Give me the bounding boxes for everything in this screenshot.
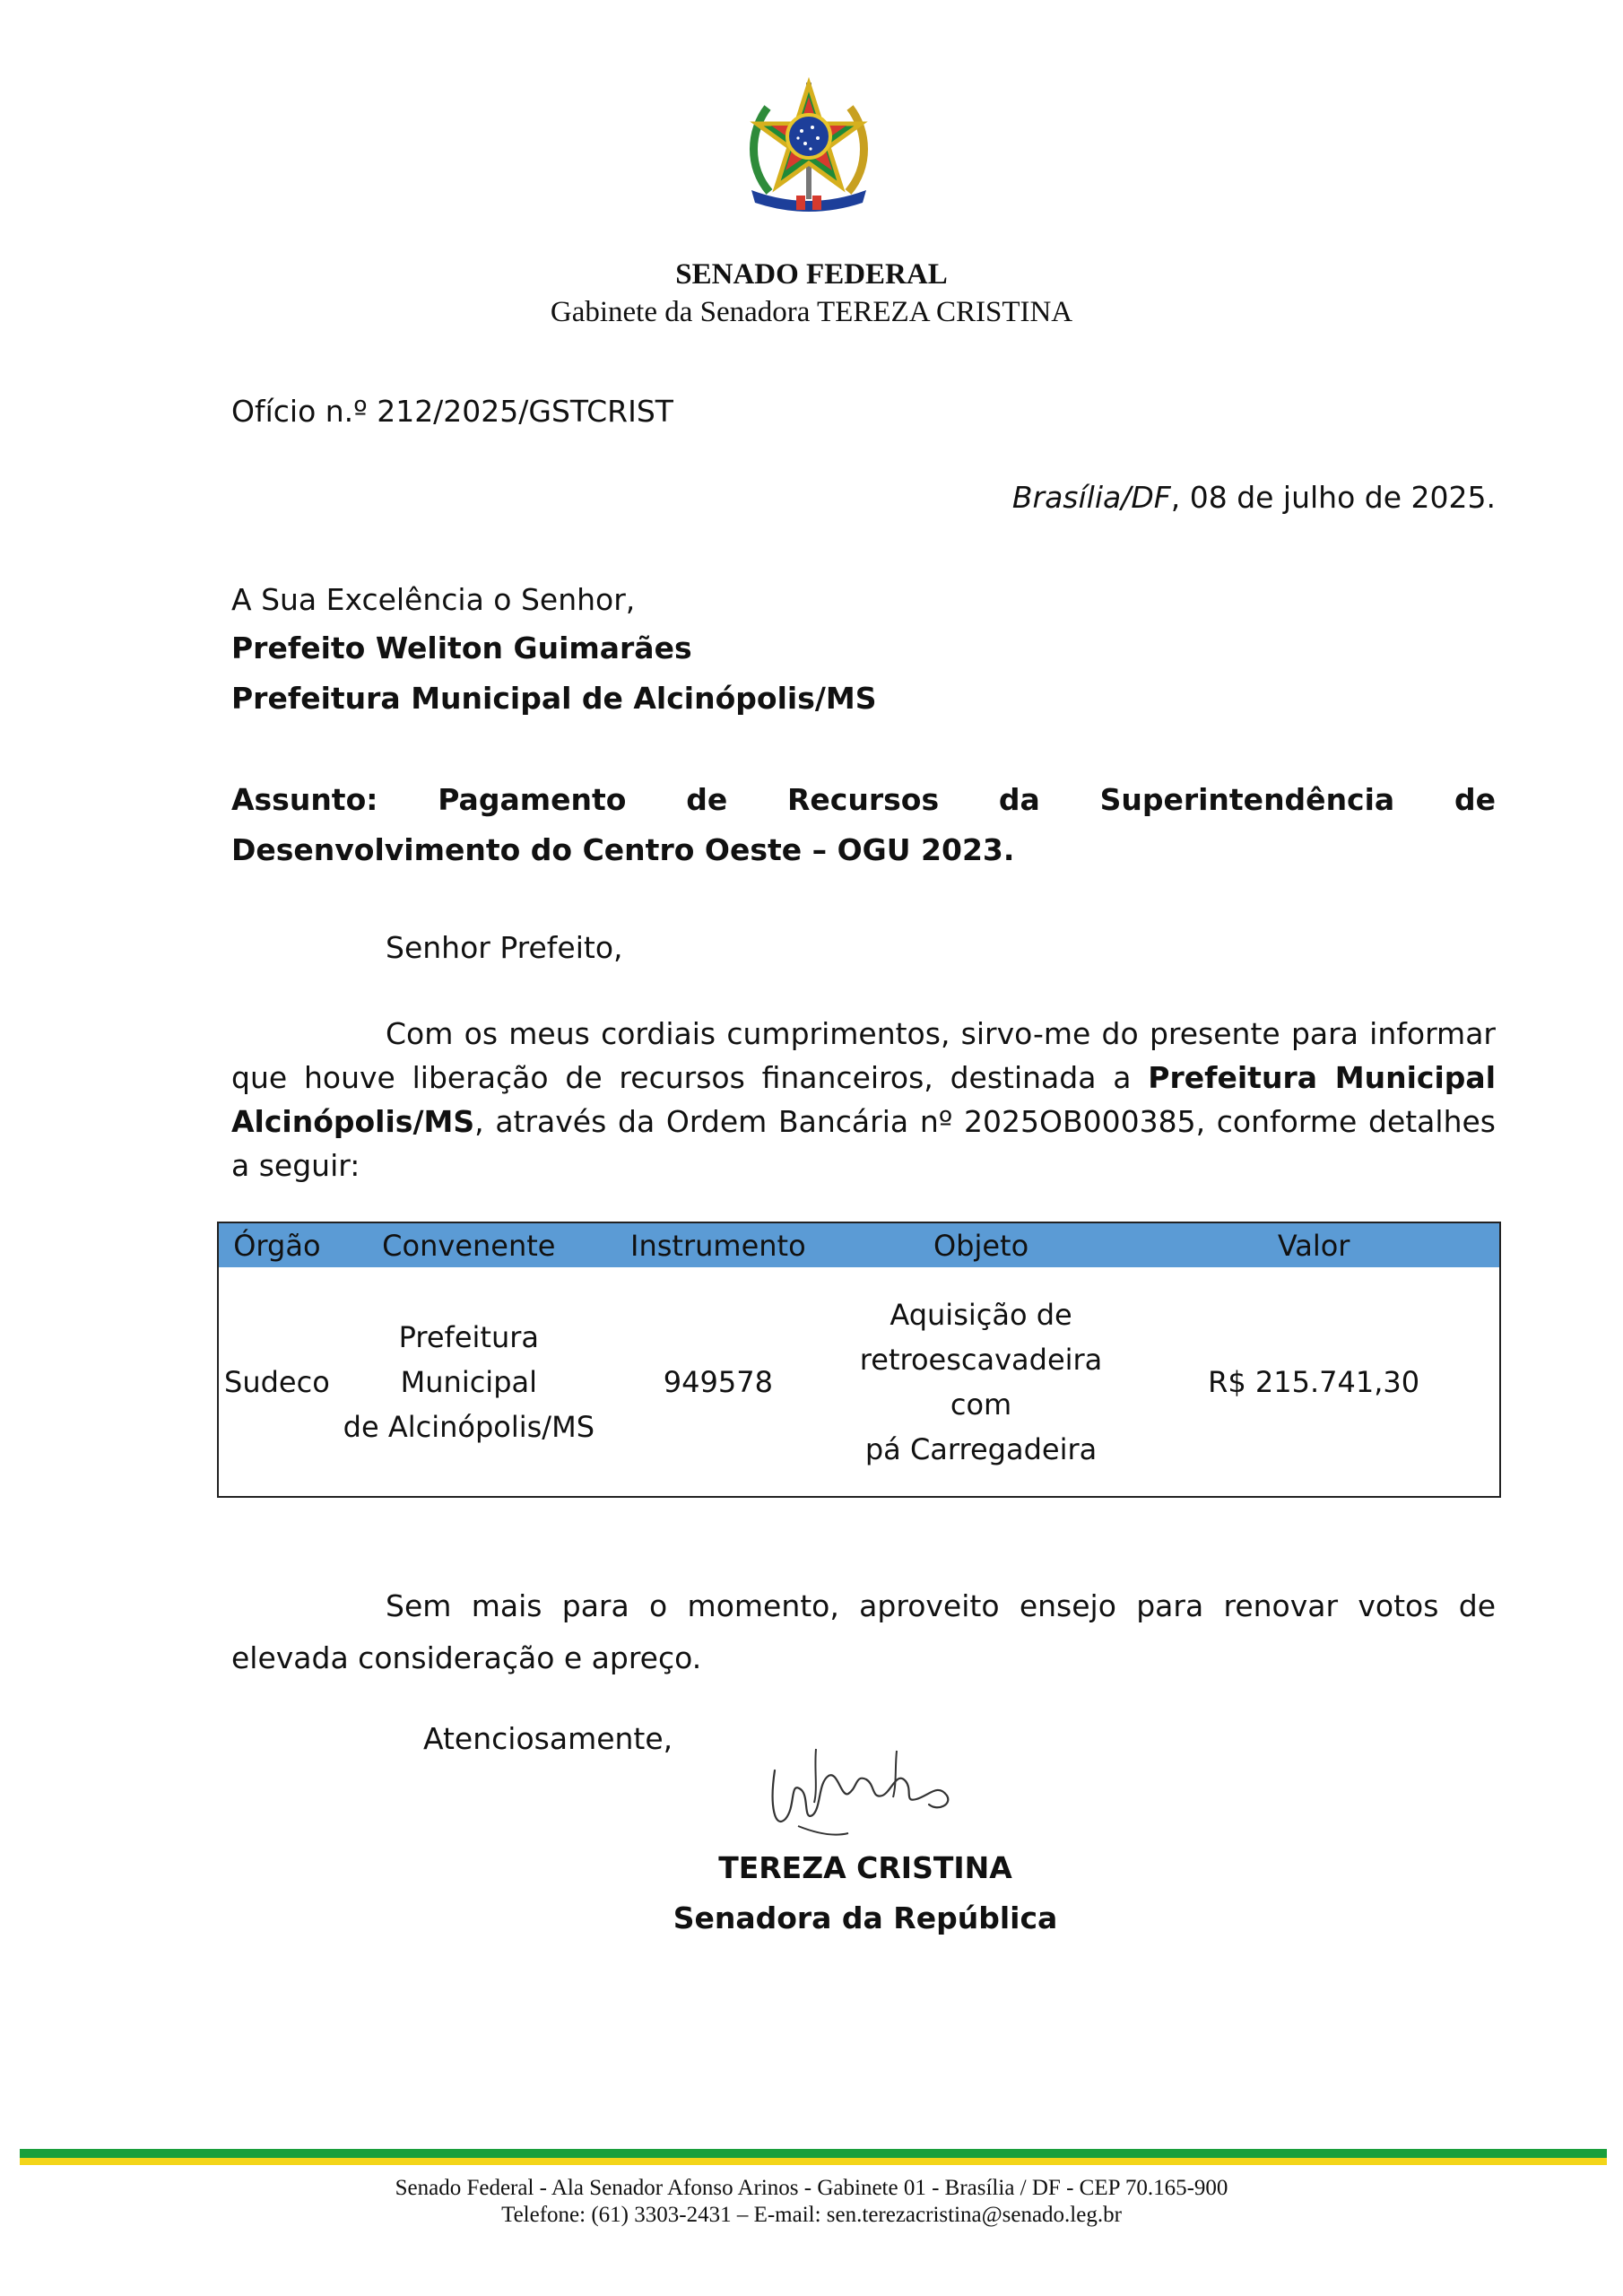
table-header-row	[218, 1222, 1500, 1267]
body-text-1: Com os meus cordiais cumprimentos, sirvo-me do presente para informar que houve liberação de recursos financeiros, destinada a	[231, 1016, 1496, 1095]
body-paragraph	[231, 1012, 1496, 1187]
payment-table	[217, 1222, 1501, 1498]
convenente-line-1: Prefeitura Municipal	[398, 1319, 539, 1399]
signatory-title: Senadora da República	[673, 1900, 1058, 1935]
table-row	[218, 1267, 1500, 1497]
cell-convenente	[335, 1267, 603, 1497]
header-convenente: Convenente	[335, 1222, 603, 1267]
recipient-org: Prefeitura Municipal de Alcinópolis/MS	[231, 681, 877, 716]
office-subtitle: Gabinete da Senadora TEREZA CRISTINA	[550, 296, 1073, 328]
coat-of-arms-icon	[742, 77, 875, 217]
date-place: Brasília/DF	[1011, 480, 1171, 515]
objeto-line-2: retroescavadeira com	[859, 1342, 1103, 1422]
letter-reference: Ofício n.º 212/2025/GSTCRIST	[231, 394, 673, 429]
regards: Atenciosamente,	[423, 1721, 673, 1756]
cell-valor: R$ 215.741,30	[1208, 1364, 1420, 1399]
greeting: Senhor Prefeito,	[386, 930, 623, 965]
signatory-name: TEREZA CRISTINA	[718, 1850, 1012, 1885]
footer-contact: Telefone: (61) 3303-2431 – E-mail: sen.terezacristina@senado.leg.br	[501, 2203, 1122, 2227]
header-objeto: Objeto	[834, 1222, 1128, 1267]
header-instrumento: Instrumento	[603, 1222, 834, 1267]
footer-address: Senado Federal - Ala Senador Afonso Arinos - Gabinete 01 - Brasília / DF - CEP 70.165-900	[395, 2176, 1228, 2200]
recipient-salutation: A Sua Excelência o Senhor,	[231, 582, 636, 617]
letter-date	[1012, 479, 1496, 516]
footer-stripe-yellow	[20, 2158, 1607, 2165]
date-rest: , 08 de julho de 2025.	[1170, 480, 1496, 515]
letter-subject: Assunto: Pagamento de Recursos da Superintendência de Desenvolvimento do Centro Oeste – OGU 2023.	[231, 782, 1496, 867]
handwritten-signature-icon	[762, 1744, 968, 1842]
recipient-name: Prefeito Weliton Guimarães	[231, 631, 692, 665]
body-bold-org: Prefeitura Municipal Alcinópolis/MS	[231, 1060, 1497, 1139]
objeto-line-3: pá Carregadeira	[864, 1431, 1098, 1466]
closing-paragraph: Sem mais para o momento, aproveito ensejo para renovar votos de elevada consideração e apreço.	[231, 1588, 1496, 1675]
body-text-2: , através da Ordem Bancária nº 2025OB000385, conforme detalhes a seguir:	[231, 1104, 1496, 1183]
cell-instrumento: 949578	[663, 1364, 773, 1399]
convenente-line-2: de Alcinópolis/MS	[343, 1409, 595, 1444]
objeto-line-1: Aquisição de	[890, 1297, 1072, 1332]
institution-title: SENADO FEDERAL	[675, 258, 948, 291]
cell-objeto	[834, 1267, 1128, 1497]
footer-stripe-green	[20, 2149, 1607, 2158]
cell-orgao: Sudeco	[224, 1364, 330, 1399]
header-valor: Valor	[1128, 1222, 1500, 1267]
header-orgao: Órgão	[218, 1222, 335, 1267]
